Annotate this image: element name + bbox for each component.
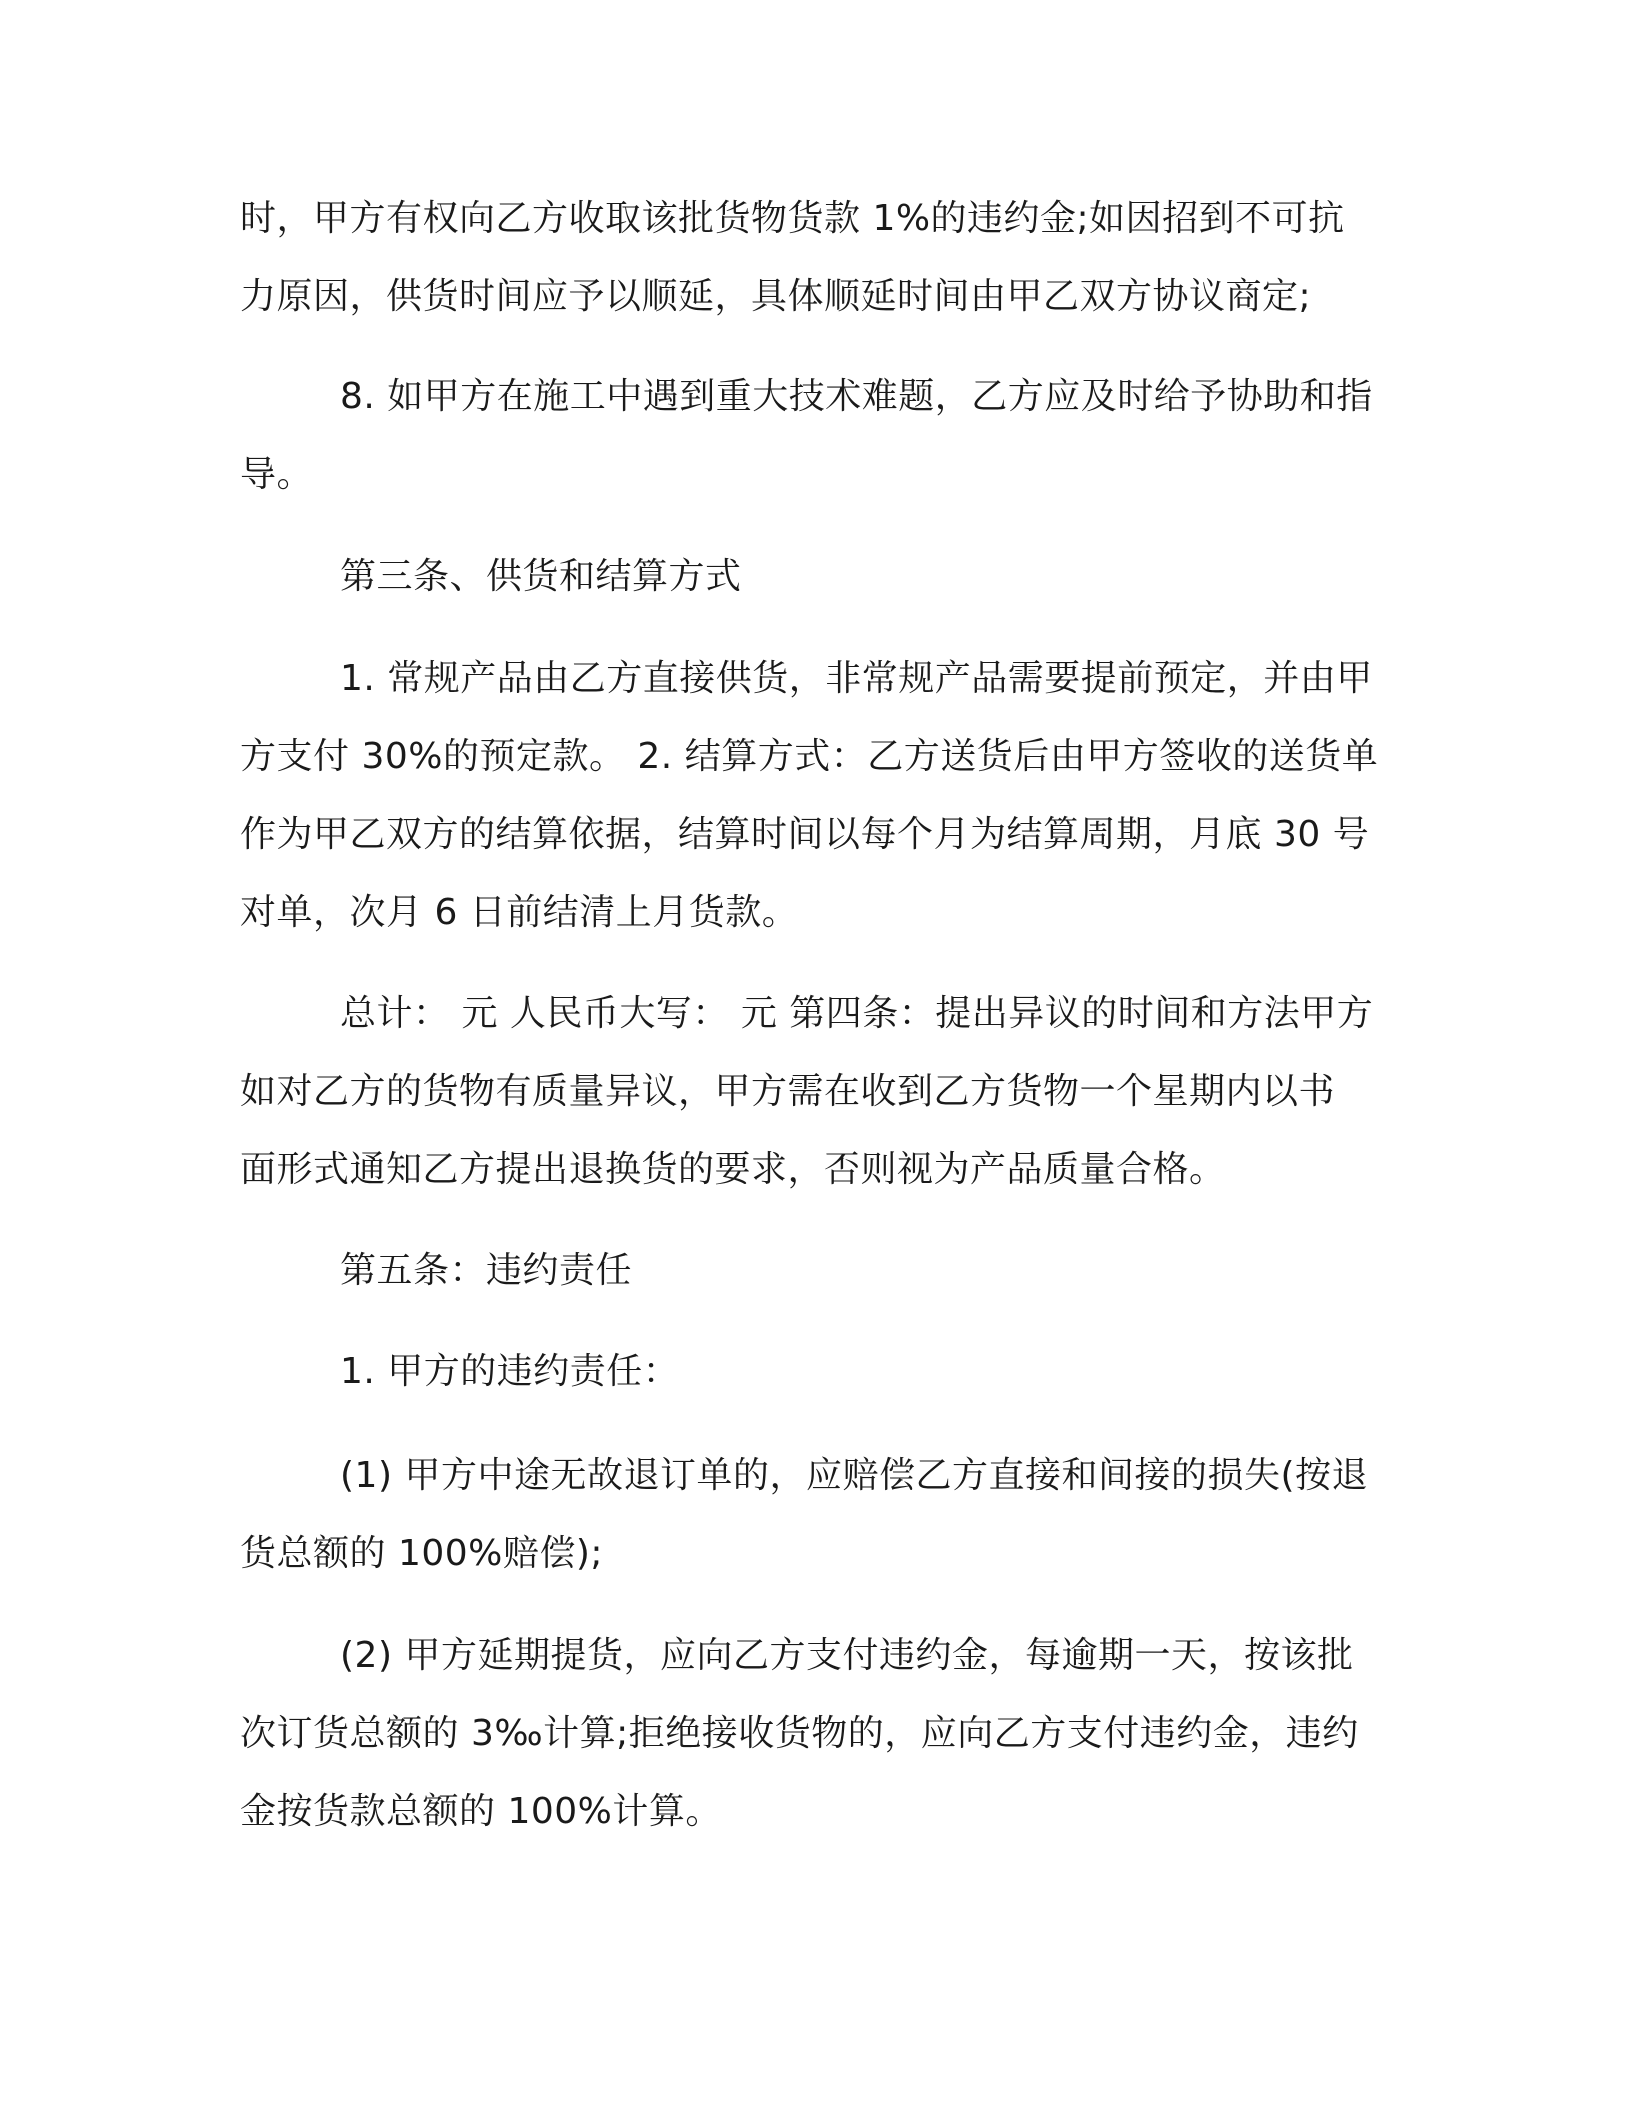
text-line: 货总额的 100%赔偿); [240,1533,604,1574]
text-line: (2) 甲方延期提货，应向乙方支付违约金，每逾期一天，按该批 [340,1635,1354,1676]
text-line: 方支付 30%的预定款。 2. 结算方式：乙方送货后由甲方签收的送货单 [240,736,1379,777]
text-line: 第三条、供货和结算方式 [340,556,742,597]
paragraph-p7 [240,1333,1390,1411]
section-heading-article-5 [240,1232,1390,1310]
text-line: 导。 [240,454,314,495]
paragraph-p4 [240,640,1390,952]
text-line: 时，甲方有权向乙方收取该批货物货款 1%的违约金;如因招到不可抗 [240,198,1345,239]
text-line: 面形式通知乙方提出退换货的要求，否则视为产品质量合格。 [240,1149,1226,1190]
paragraph-p9 [240,1617,1390,1851]
text-line: 金按货款总额的 100%计算。 [240,1791,722,1832]
paragraph-p5 [240,975,1390,1209]
text-line: 作为甲乙双方的结算依据，结算时间以每个月为结算周期，月底 30 号 [240,814,1370,855]
paragraph-p8 [240,1437,1390,1593]
text-line: 1. 常规产品由乙方直接供货，非常规产品需要提前预定，并由甲 [340,658,1373,699]
text-line: 总计： 元 人民币大写： 元 第四条：提出异议的时间和方法甲方 [340,993,1374,1034]
text-line: 1. 甲方的违约责任： [340,1351,680,1392]
text-line: 第五条：违约责任 [340,1250,633,1291]
section-heading-article-3 [240,538,1390,616]
text-line: (1) 甲方中途无故退订单的，应赔偿乙方直接和间接的损失(按退 [340,1455,1368,1496]
paragraph-p2 [240,358,1390,514]
text-line: 如对乙方的货物有质量异议，甲方需在收到乙方货物一个星期内以书 [240,1071,1336,1112]
text-line: 8. 如甲方在施工中遇到重大技术难题，乙方应及时给予协助和指 [340,376,1373,417]
text-line: 对单，次月 6 日前结清上月货款。 [240,892,799,933]
text-line: 次订货总额的 3‰计算;拒绝接收货物的，应向乙方支付违约金，违约 [240,1713,1359,1754]
paragraph-p1 [240,180,1390,336]
text-line: 力原因，供货时间应予以顺延，具体顺延时间由甲乙双方协议商定; [240,276,1312,317]
